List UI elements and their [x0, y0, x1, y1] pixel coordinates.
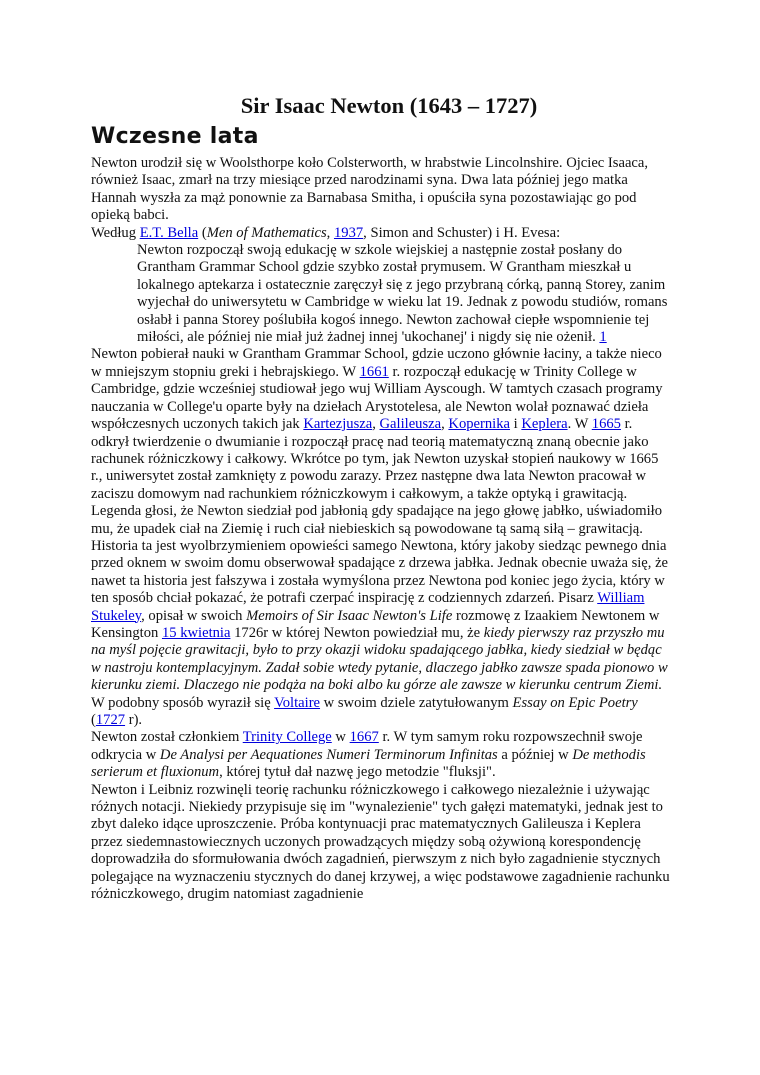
- block-quote: Newton rozpoczął swoją edukację w szkole wiejskiej a następnie został posłany do Grantham Grammar School gdzie szybko został prymusem. W Grantham mieszkał u lokalnego aptekarza i ostatecznie zaręczył się z jego przybraną córką, panną Storey, zanim wyjechał do uniwersytetu w Cambridge w wieku lat 19. Jednak z powodu studiów, romans osłabł i panna Storey poślubiła kogoś innego. Newton zachował ciepłe wspomnienie tej miłości, ale później nie miał już żadnej innej 'ukochanej' i nigdy się nie ożenił. 1: [137, 242, 668, 346]
- section-heading: Wczesne lata: [91, 124, 259, 149]
- link-galileusza[interactable]: Galileusza: [379, 416, 442, 433]
- paragraph-birth: Newton urodził się w Woolsthorpe koło Colsterworth, w hrabstwie Lincolnshire. Ojciec Isaaca, również Isaac, zmarł na trzy miesiące przed narodzinami syna. Dwa lata później jego matka Hannah wyszła za mąż ponownie za Barnabasa Smitha, i opuściła syna pozostawiając go pod opieką babci.: [91, 155, 649, 224]
- link-15-kwietnia[interactable]: 15 kwietnia: [161, 624, 231, 641]
- paragraph-trinity: Newton został członkiem Trinity College w 1667 r. W tym samym roku rozpowszechnił swoje odkrycia w De Analysi per Aequationes Numeri Terminorum Infinitas a później w De methodis serierum et fluxionum, której tytuł dał nazwę jego metodzie "fluksji".: [91, 729, 646, 781]
- link-1727[interactable]: 1727: [95, 712, 126, 728]
- paragraph-source: Według E.T. Bella (Men of Mathematics, 1937, Simon and Schuster) i H. Evesa:: [91, 224, 561, 241]
- link-1667[interactable]: 1667: [349, 729, 379, 746]
- link-voltaire[interactable]: Voltaire: [274, 694, 321, 711]
- footnote-link-1[interactable]: 1: [599, 329, 607, 346]
- link-1937[interactable]: 1937: [333, 224, 364, 241]
- link-william-stukeley[interactable]: William Stukeley: [91, 590, 645, 624]
- paragraph-legend: Legenda głosi, że Newton siedział pod jabłonią gdy spadające na jego głowę jabłko, uświadomiło mu, że upadek ciał na Ziemię i ruch ciał niebieskich są powodowane tą samą siłą – grawitacją. Historia ta jest wyolbrzymieniem opowieści samego Newtona, który jakoby siedząc pewnego dnia przed oknem w swoim domu obserwował spadające z drzewa jabłka. Jednak obecnie uważa się, że nawet ta historia jest fałszywa i została wymyślona przez Newtona pod koniec jego życia, który w ten sposób chciał pokazać, że potrafi czerpać inspirację z codziennych zdarzeń. Pisarz William Stukeley, opisał w swoich Memoirs of Sir Isaac Newton's Life rozmowę z Izaakiem Newtonem w Kensington 15 kwietnia 1726r w której Newton powiedział mu, że kiedy pierwszy raz przyszło mu na myśl pojęcie grawitacji, było to przy okazji widoku spadającego jabłka, kiedy siedział w będąc w nastroju kontemplacyjnym. Zadał sobie wtedy pytanie, dlaczego jabłko zawsze spada pionowo w kierunku ziemi. Dlaczego nie podąża na boki albo ku górze ale zawsze w kierunku centrum Ziemi. W podobny sposób wyraził się Voltaire w swoim dziele zatytułowanym Essay on Epic Poetry (1727 r).: [91, 503, 669, 728]
- link-keplera[interactable]: Keplera: [521, 416, 568, 433]
- document-title: Sir Isaac Newton (1643 – 1727): [240, 93, 538, 118]
- link-1661[interactable]: 1661: [359, 363, 389, 380]
- link-et-bell[interactable]: E.T. Bella: [139, 224, 199, 241]
- document-page: [91, 92, 673, 903]
- link-kartezjusza[interactable]: Kartezjusza: [303, 416, 373, 433]
- link-kopernika[interactable]: Kopernika: [448, 416, 511, 433]
- link-1665[interactable]: 1665: [591, 416, 621, 433]
- paragraph-calculus: Newton i Leibniz rozwinęli teorię rachunku różniczkowego i całkowego niezależnie i używając różnych notacji. Niekiedy przypisuje się im "wynalezienie" tych gałęzi matematyki, jednak jest to zbyt daleko idące uproszczenie. Próba kontynuacji prac matematycznych Galileusza i Keplera przez siedemnastowiecznych uczonych prowadzących między sobą ożywioną korespondencję doprowadziła do sformułowania dwóch zagadnień, pierwszym z nich było zagadnienie stycznych polegające na wyznaczeniu stycznych do danej krzywej, a więc podstawowe zagadnienie rachunku różniczkowego, drugim natomiast zagadnienie: [91, 781, 670, 903]
- link-trinity-college[interactable]: Trinity College: [242, 729, 332, 746]
- paragraph-education: Newton pobierał nauki w Grantham Grammar School, gdzie uczono głównie łaciny, a także nieco w mniejszym stopniu greki i hebrajskiego. W 1661 r. rozpoczął edukację w Trinity College w Cambridge, gdzie wcześniej studiował jego wuj William Ayscough. W tamtych czasach programy nauczania w College'u oparte były na dziełach Arystotelesa, ale Newton wolał poznawać dzieła współczesnych uczonych takich jak Kartezjusza, Galileusza, Kopernika i Keplera. W 1665 r. odkrył twierdzenie o dwumianie i rozpoczął pracę nad teorią matematyczną znaną obecnie jako rachunek różniczkowy i całkowy. Wkrótce po tym, jak Newton uzyskał stopień naukowy w 1665 r., uniwersytet został zamknięty z powodu zarazy. Przez następne dwa lata Newton pracował w zaciszu domowym nad rachunkiem różniczkowym i całkowym, a także optyką i grawitacją.: [91, 346, 663, 502]
- quoted-italic: kiedy pierwszy raz przyszło mu na myśl pojęcie grawitacji, było to przy okazji widoku spadającego jabłka, kiedy siedział w będąc w nastroju kontemplacyjnym. Zadał sobie wtedy pytanie, dlaczego jabłko zawsze spada pionowo w kierunku ziemi. Dlaczego nie podąża na boki albo ku górze ale zawsze w kierunku centrum Ziemi.: [91, 624, 668, 694]
- book-title: Men of Mathematics: [206, 224, 327, 241]
